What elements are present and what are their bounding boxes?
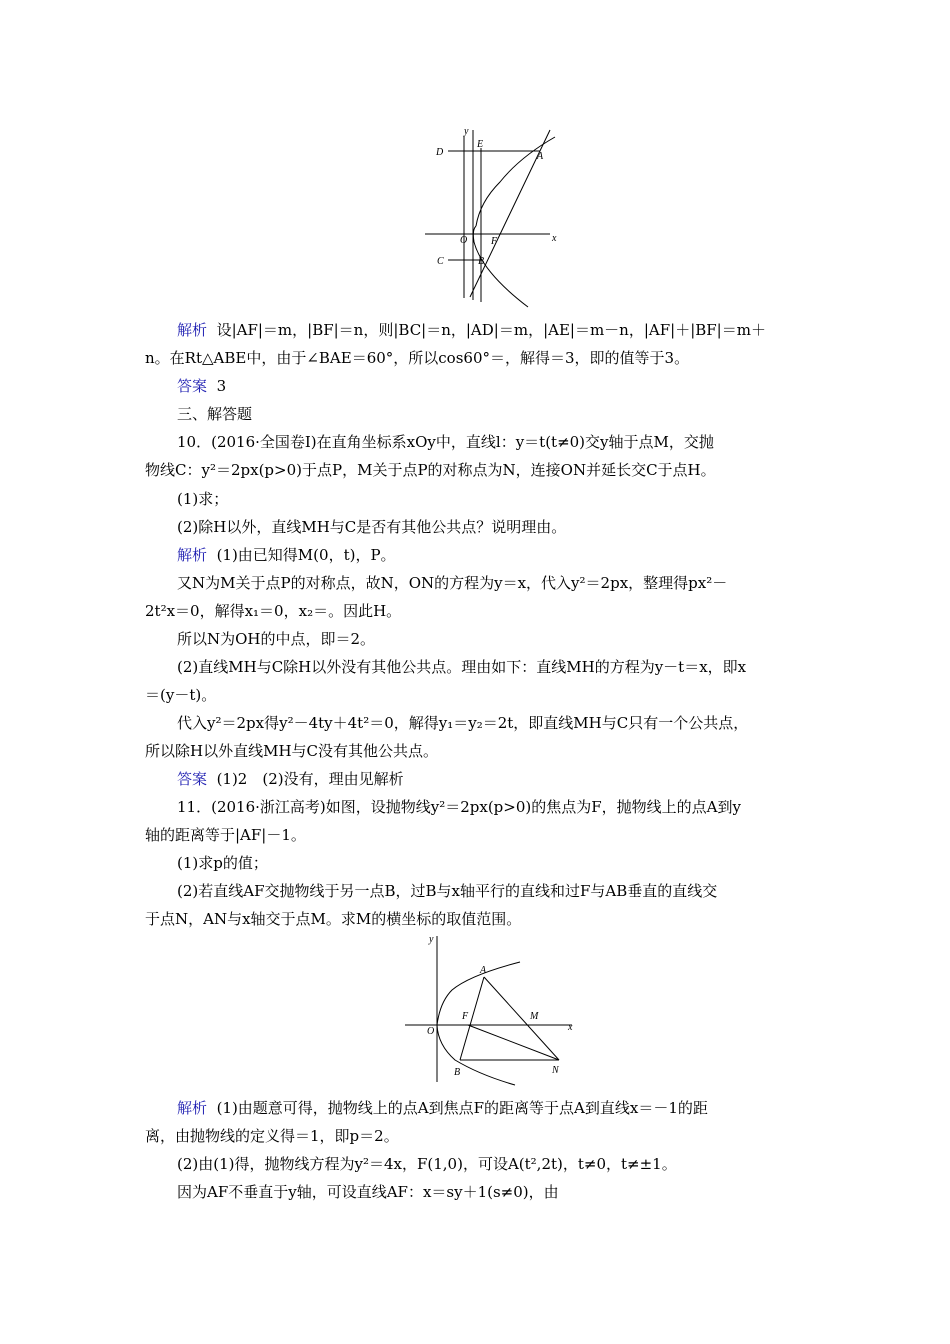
answer-text: (1)2 (2)没有，理由见解析 (216, 770, 404, 788)
solution-10-line-3: 2t²x＝0，解得x₁＝0，x₂＝。因此H。 (145, 602, 402, 620)
solution-text: (1)由已知得M(0，t)，P。 (216, 546, 396, 564)
fig1-label-E: E (477, 139, 484, 150)
problem-10-q2: (2)除H以外，直线MH与C是否有其他公共点？说明理由。 (177, 518, 567, 536)
solution-11-line-1 (177, 1098, 857, 1118)
line-AN (484, 977, 559, 1060)
problem-10-q1: (1)求； (177, 490, 229, 508)
fig1-label-A: A (537, 151, 544, 162)
fig1-label-y: y (464, 126, 469, 137)
solution-10-line-5: (2)直线MH与C除H以外没有其他公共点。理由如下：直线MH的方程为y－t＝x，即x (177, 658, 747, 676)
solution-10-line-7: 代入y²＝2px得y²－4ty＋4t²＝0，解得y₁＝y₂＝2t，即直线MH与C只有一个公共点， (177, 714, 749, 732)
solution-10-line-1 (177, 545, 857, 565)
fig1-label-B: B (478, 256, 485, 267)
solution-10-line-6: ＝(y－t)。 (145, 686, 217, 704)
solution-text: 设|AF|＝m，|BF|＝n，则|BC|＝n，|AD|＝m，|AE|＝m－n，|AF|＋|BF|＝m＋ (216, 321, 766, 339)
keyword-jiexi: 解析 (177, 546, 208, 564)
text-line-1 (145, 320, 825, 340)
solution-11-line-4: 因为AF不垂直于y轴，可设直线AF：x＝sy＋1(s≠0)，由 (177, 1183, 559, 1201)
parabola-upper (476, 137, 555, 226)
answer-text: 3 (216, 377, 227, 395)
keyword-jiexi: 解析 (177, 1099, 208, 1117)
fig1-label-F: F (491, 236, 498, 247)
fig2-label-O: O (427, 1026, 435, 1037)
figure-1-diagram (420, 122, 570, 312)
solution-10-line-2: 又N为M关于点P的对称点，故N，ON的方程为y＝x，代入y²＝2px，整理得px²－ (177, 574, 728, 592)
fig2-label-M: M (530, 1011, 539, 1022)
keyword-jiexi: 解析 (177, 321, 208, 339)
fig1-label-C: C (437, 256, 444, 267)
solution-text: (1)由题意可得，抛物线上的点A到焦点F的距离等于点A到直线x＝－1的距 (216, 1099, 708, 1117)
problem-11-line-2: 轴的距离等于|AF|－1。 (145, 826, 306, 844)
fig2-label-B: B (454, 1067, 461, 1078)
fig1-label-O: O (460, 235, 468, 246)
answer-line-1 (177, 376, 857, 396)
line-FN (468, 1025, 559, 1060)
fig2-label-y: y (429, 934, 434, 945)
fig2-label-x: x (568, 1022, 573, 1033)
solution-11-line-2: 离，由抛物线的定义得＝1，即p＝2。 (145, 1127, 399, 1145)
problem-11-q2-line-2: 于点N，AN与x轴交于点M。求M的横坐标的取值范围。 (145, 910, 522, 928)
problem-11-q2-line-1: (2)若直线AF交抛物线于另一点B，过B与x轴平行的直线和过F与AB垂直的直线交 (177, 882, 718, 900)
solution-10-line-8: 所以除H以外直线MH与C没有其他公共点。 (145, 742, 438, 760)
answer-10 (177, 769, 857, 789)
solution-10-line-4: 所以N为OH的中点，即＝2。 (177, 630, 376, 648)
parabola (437, 962, 520, 1085)
figure-2-diagram (400, 930, 590, 1090)
fig2-label-F: F (462, 1011, 469, 1022)
fig1-label-D: D (436, 147, 444, 158)
keyword-daan: 答案 (177, 377, 208, 395)
text-line-2: n。在Rt△ABE中，由于∠BAE＝60°，所以cos60°＝，解得＝3，即的值等于3。 (145, 349, 690, 367)
problem-10-line-1: 10．(2016·全国卷Ⅰ)在直角坐标系xOy中，直线l：y＝t(t≠0)交y轴于点M，交抛 (177, 433, 714, 451)
problem-10-line-2: 物线C：y²＝2px(p>0)于点P，M关于点P的对称点为N，连接ON并延长交C于点H。 (145, 461, 716, 479)
section-heading: 三、解答题 (177, 405, 253, 423)
problem-11-line-1: 11．(2016·浙江高考)如图，设抛物线y²＝2px(p>0)的焦点为F，抛物线上的点A到y (177, 798, 741, 816)
problem-11-q1: (1)求p的值； (177, 854, 268, 872)
fig2-label-A: A (480, 965, 487, 976)
fig1-label-x: x (552, 233, 557, 244)
keyword-daan: 答案 (177, 770, 208, 788)
solution-11-line-3: (2)由(1)得，抛物线方程为y²＝4x，F(1,0)，可设A(t²,2t)，t≠0，t≠±1。 (177, 1155, 677, 1173)
fig2-label-N: N (552, 1065, 559, 1076)
